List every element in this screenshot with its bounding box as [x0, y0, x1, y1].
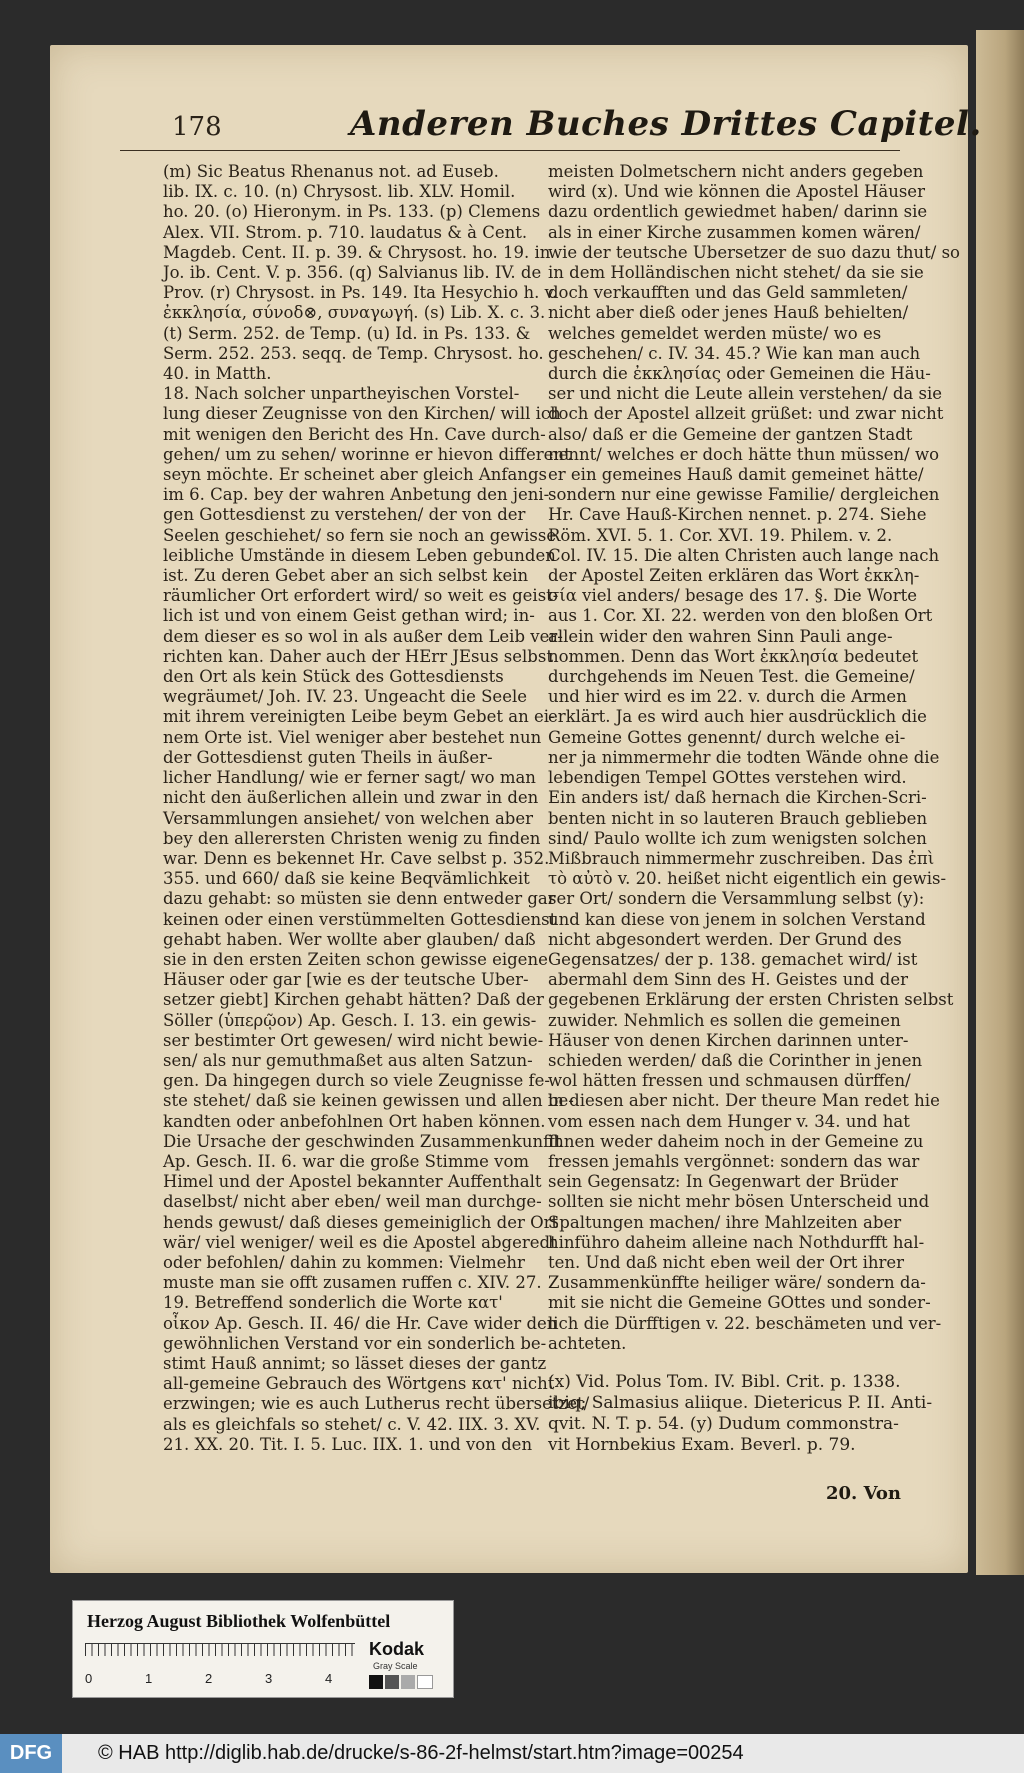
text-line: daselbst/ nicht aber eben/ weil man durchge- [163, 1192, 542, 1212]
text-line: Himel und der Apostel bekannter Auffenthalt [163, 1172, 542, 1192]
dfg-logo: DFG [0, 1734, 62, 1773]
text-line: gen Gottesdienst zu verstehen/ der von der [163, 505, 526, 525]
text-line: war. Denn es bekennet Hr. Cave selbst p. 352. [163, 848, 550, 868]
text-line: allein wider den wahren Sinn Pauli ange- [548, 626, 893, 646]
footer-bar [0, 1734, 1024, 1773]
ruler-number: 0 [85, 1671, 93, 1686]
text-line: nicht aber dieß oder jenes Hauß behielten/ [548, 303, 909, 323]
text-line: 355. und 660/ daß sie keine Beqvämlichkeit [163, 869, 530, 889]
text-line: Gemeine Gottes genennt/ durch welche ei- [548, 727, 906, 747]
text-line: ste stehet/ daß sie keinen gewissen und allen be- [163, 1091, 574, 1111]
right-column [548, 162, 960, 1456]
copyright-link[interactable]: © HAB http://diglib.hab.de/drucke/s-86-2f-helmst/start.htm?image=00254 [98, 1742, 744, 1764]
text-line: lung dieser Zeugnisse von den Kirchen/ will ich [163, 404, 561, 424]
text-line: (t) Serm. 252. de Temp. (u) Id. in Ps. 133. & [163, 323, 531, 343]
text-line: seyn möchte. Er scheinet aber gleich Anfangs [163, 465, 548, 485]
text-line: der Gottesdienst guten Theils in äußer- [163, 747, 493, 767]
text-line: abermahl dem Sinn des H. Geistes und der [548, 970, 908, 990]
text-line: sen/ als nur gemuthmaßet aus alten Satzun- [163, 1050, 533, 1070]
gray-patch [401, 1675, 415, 1689]
text-line: durch die ἐκκλησίας oder Gemeinen die Häu- [548, 364, 931, 384]
text-line: Serm. 252. 253. seqq. de Temp. Chrysost. ho. [163, 343, 544, 363]
text-line: benten nicht in so lauteren Brauch geblieben [548, 808, 928, 828]
text-line: räumlicher Ort erfordert wird/ so weit es geist- [163, 586, 559, 606]
text-line: gegebenen Erklärung der ersten Christen selbst [548, 990, 954, 1010]
ruler-number: 4 [325, 1671, 333, 1686]
text-line: lebendigen Tempel GOttes verstehen wird. [548, 768, 907, 788]
text-line: den Ort als kein Stück des Gottesdiensts [163, 667, 504, 687]
text-line: Hr. Cave Hauß-Kirchen nennet. p. 274. Siehe [548, 505, 927, 525]
text-line: muste man sie offt zusamen ruffen c. XIV. 27. [163, 1273, 542, 1293]
text-line: welches gemeldet werden müste/ wo es [548, 323, 882, 343]
text-line: hends gewust/ daß dieses gemeiniglich der Ort [163, 1212, 559, 1232]
text-line: qvit. N. T. p. 54. (y) Dudum commonstra- [548, 1413, 899, 1434]
text-line: Seelen geschiehet/ so fern sie noch an gewisse [163, 525, 557, 545]
ruler-number: 2 [205, 1671, 213, 1686]
text-line: Col. IV. 15. Die alten Christen auch lange nach [548, 545, 940, 565]
text-line: nicht den äußerlichen allein und zwar in den [163, 788, 539, 808]
text-line: zuwider. Nehmlich es sollen die gemeinen [548, 1010, 901, 1030]
running-head: Anderen Buches Drittes Capitel. [350, 104, 982, 144]
text-line: Söller (ὑπερῷον) Ap. Gesch. I. 13. ein gewis- [163, 1010, 537, 1030]
text-line: vom essen nach dem Hunger v. 34. und hat [548, 1111, 910, 1131]
text-line: Häuser von denen Kirchen darinnen unter- [548, 1030, 909, 1050]
text-line: dazu ordentlich gewiedmet haben/ darinn sie [548, 202, 928, 222]
text-line: setzer giebt] Kirchen gehabt hätten? Daß der [163, 990, 544, 1010]
text-line: (x) Vid. Polus Tom. IV. Bibl. Crit. p. 1338. [548, 1371, 901, 1392]
text-line: durchgehends im Neuen Test. die Gemeine/ [548, 667, 915, 687]
text-line: wol hätten fressen und schmausen dürffen/ [548, 1071, 911, 1091]
text-line: in diesen aber nicht. Der theure Man redet hie [548, 1091, 940, 1111]
text-line: und hier wird es im 22. v. durch die Armen [548, 687, 907, 707]
text-line: also/ daß er die Gemeine der gantzen Stadt [548, 424, 913, 444]
right-column-body [548, 162, 960, 1354]
text-line: dem dieser es so wol in als außer dem Leib ver- [163, 626, 563, 646]
text-line: mit wenigen den Bericht des Hn. Cave durch- [163, 424, 546, 444]
text-line: Gegensatzes/ der p. 138. gemachet wird/ ist [548, 949, 918, 969]
text-line: Häuser oder gar [wie es der teutsche Uber- [163, 970, 529, 990]
text-line: in dem Holländischen nicht stehet/ da sie sie [548, 263, 924, 283]
text-line: hinführo daheim alleine nach Nothdurfft hal- [548, 1232, 925, 1252]
text-line: sind/ Paulo wollte ich zum wenigsten solchen [548, 828, 927, 848]
text-line: schieden werden/ daß die Corinther in jenen [548, 1050, 923, 1070]
text-line: wegräumet/ Joh. IV. 23. Ungeacht die Seele [163, 687, 527, 707]
text-line: sollten sie nicht mehr bösen Unterscheid und [548, 1192, 930, 1212]
text-line: der Apostel Zeiten erklären das Wort ἐκκλη- [548, 566, 920, 586]
text-line: Zusammenkünffte heiliger wäre/ sondern da- [548, 1273, 926, 1293]
text-line: Magdeb. Cent. II. p. 39. & Chrysost. ho. 19. in [163, 242, 551, 262]
text-line: kandten oder anbefohlnen Ort haben können. [163, 1111, 546, 1131]
page-edge [976, 30, 1024, 1575]
text-line: ser und nicht die Leute allein verstehen/ da sie [548, 384, 943, 404]
text-line: gehabt haben. Wer wollte aber glauben/ daß [163, 929, 536, 949]
text-line: ser Ort/ sondern die Versammlung selbst (y): [548, 889, 925, 909]
text-line: mit sie nicht die Gemeine GOttes und sonder- [548, 1293, 931, 1313]
text-line: ist. Zu deren Gebet aber an sich selbst kein [163, 566, 529, 586]
text-line: gehen/ um zu sehen/ worinne er hievon different [163, 444, 571, 464]
text-line: nennt/ welches er doch hätte thun müssen/ wo [548, 444, 940, 464]
text-line: er ein gemeines Hauß damit gemeinet hätte/ [548, 465, 924, 485]
text-line: wird (x). Und wie können die Apostel Häuser [548, 182, 925, 202]
text-line: doch verkaufften und das Geld sammleten/ [548, 283, 908, 303]
text-line: ἐκκλησία, σύνοδ⊗, συναγωγή. (s) Lib. X. c. 3. [163, 303, 546, 323]
text-line: erzwingen; wie es auch Lutherus recht übersetzet/ [163, 1394, 590, 1414]
text-line: achteten. [548, 1333, 627, 1353]
text-line: leibliche Umstände in diesem Leben gebunden [163, 545, 556, 565]
text-line: ihnen weder daheim noch in der Gemeine zu [548, 1131, 924, 1151]
text-line: und kan diese von jenem in solchen Verstand [548, 909, 926, 929]
text-line: stimt Hauß annimt; so lässet dieses der gantz [163, 1353, 547, 1373]
text-line: meisten Dolmetschern nicht anders gegeben [548, 162, 924, 181]
text-line: Jo. ib. Cent. V. p. 356. (q) Salvianus lib. IV. de [163, 263, 542, 283]
library-name: Herzog August Bibliothek Wolfenbüttel [87, 1611, 391, 1631]
scale-ruler [85, 1643, 355, 1668]
text-line: dazu gehabt: so müsten sie denn entweder gar [163, 889, 556, 909]
text-line: 19. Betreffend sonderlich die Worte κατ' [163, 1293, 503, 1313]
text-line: ser bestimter Ort gewesen/ wird nicht bewie- [163, 1030, 544, 1050]
text-line: Versammlungen ansiehet/ von welchen aber [163, 808, 534, 828]
text-line: wie der teutsche Ubersetzer de suo dazu thut/ so [548, 242, 960, 262]
text-line: sondern nur eine gewisse Familie/ dergleichen [548, 485, 940, 505]
text-line: Prov. (r) Chrysost. in Ps. 149. Ita Hesychio h. v. [163, 283, 558, 303]
text-line: im 6. Cap. bey der wahren Anbetung den jeni- [163, 485, 550, 505]
text-line: ten. Und daß nicht eben weil der Ort ihrer [548, 1252, 905, 1272]
text-line: Alex. VII. Strom. p. 710. laudatus & à Cent. [163, 222, 528, 242]
text-line: Ein anders ist/ daß hernach die Kirchen-Scri- [548, 788, 927, 808]
text-line: 40. in Matth. [163, 364, 272, 384]
catchword: 20. Von [826, 1483, 901, 1504]
text-line: ibiq; Salmasius aliique. Dietericus P. II. Anti- [548, 1392, 933, 1413]
text-line: ner ja nimmermehr die todten Wände ohne die [548, 747, 940, 767]
gray-patch [369, 1675, 383, 1689]
text-line: lib. IX. c. 10. (n) Chrysost. lib. XLV. Homil. [163, 182, 516, 202]
text-line: nem Orte ist. Viel weniger aber bestehet nun [163, 727, 542, 747]
text-line: fressen jemahls vergönnet: sondern das war [548, 1151, 920, 1171]
gray-patch [385, 1675, 399, 1689]
text-line: 18. Nach solcher unpartheyischen Vorstel- [163, 384, 520, 404]
text-line: als in einer Kirche zusammen komen wären/ [548, 222, 921, 242]
text-line: oder befohlen/ dahin zu kommen: Vielmehr [163, 1252, 525, 1272]
text-line: οἶκον Ap. Gesch. II. 46/ die Hr. Cave wider den [163, 1313, 558, 1333]
text-line: sein Gegensatz: In Gegenwart der Brüder [548, 1172, 899, 1192]
text-line: Spaltungen machen/ ihre Mahlzeiten aber [548, 1212, 902, 1232]
ruler-number: 1 [145, 1671, 153, 1686]
text-line: richten kan. Daher auch der HErr JEsus selbst [163, 646, 553, 666]
text-line: Röm. XVI. 5. 1. Cor. XVI. 19. Philem. v. 2. [548, 525, 893, 545]
footnotes [548, 1371, 933, 1456]
library-label-card [72, 1600, 454, 1698]
text-line: keinen oder einen verstümmelten Gottesdienst [163, 909, 557, 929]
text-line: erklärt. Ja es wird auch hier ausdrücklich die [548, 707, 927, 727]
text-line: σία viel anders/ besage des 17. §. Die Worte [548, 586, 917, 606]
text-line: gen. Da hingegen durch so viele Zeugnisse fe- [163, 1071, 551, 1091]
text-line: nommen. Denn das Wort ἐκκλησία bedeutet [548, 646, 919, 666]
text-line: wär/ viel weniger/ weil es die Apostel abgeredt [163, 1232, 557, 1252]
text-line: mit ihrem vereinigten Leibe beym Gebet an ei- [163, 707, 555, 727]
text-line: gewöhnlichen Verstand vor ein sonderlich be- [163, 1333, 547, 1353]
text-line: bey den allerersten Christen wenig zu finden [163, 828, 541, 848]
text-line: Ap. Gesch. II. 6. war die große Stimme vom [163, 1151, 530, 1171]
text-line: lich die Dürfftigen v. 22. beschämeten und ver- [548, 1313, 942, 1333]
text-line: Die Ursache der geschwinden Zusammenkunfft [163, 1131, 562, 1151]
text-line: 21. XX. 20. Tit. I. 5. Luc. IIX. 1. und von den [163, 1434, 533, 1454]
text-line: vit Hornbekius Exam. Beverl. p. 79. [548, 1434, 856, 1455]
page-number: 178 [172, 112, 222, 142]
text-line: sie in den ersten Zeiten schon gewisse eigene [163, 949, 548, 969]
text-line: (m) Sic Beatus Rhenanus not. ad Euseb. [163, 162, 499, 181]
ruler-number: 3 [265, 1671, 273, 1686]
text-line: Mißbrauch nimmermehr zuschreiben. Das ἐπὶ [548, 848, 935, 868]
text-line: ho. 20. (o) Hieronym. in Ps. 133. (p) Clemens [163, 202, 541, 222]
text-line: lich ist und von einem Geist gethan wird; in- [163, 606, 535, 626]
text-line: nicht abgesondert werden. Der Grund des [548, 929, 902, 949]
text-line: licher Handlung/ wie er ferner sagt/ wo man [163, 768, 536, 788]
gray-scale-label: Gray Scale [373, 1661, 418, 1671]
text-line: aus 1. Cor. XI. 22. werden von den bloßen Ort [548, 606, 933, 626]
kodak-logo: Kodak [369, 1639, 425, 1659]
text-line: geschehen/ c. IV. 34. 45.? Wie kan man auch [548, 343, 921, 363]
text-line: all-gemeine Gebrauch des Wörtgens κατ' nicht [163, 1374, 555, 1394]
header-rule [120, 150, 900, 151]
gray-patch [417, 1675, 433, 1689]
text-line: τὸ αὐτὸ v. 20. heißet nicht eigentlich ein gewis- [548, 869, 947, 889]
text-line: als es gleichfals so stehet/ c. V. 42. IIX. 3. XV. [163, 1414, 541, 1434]
text-line: doch der Apostel allzeit grüßet: und zwar nicht [548, 404, 944, 424]
